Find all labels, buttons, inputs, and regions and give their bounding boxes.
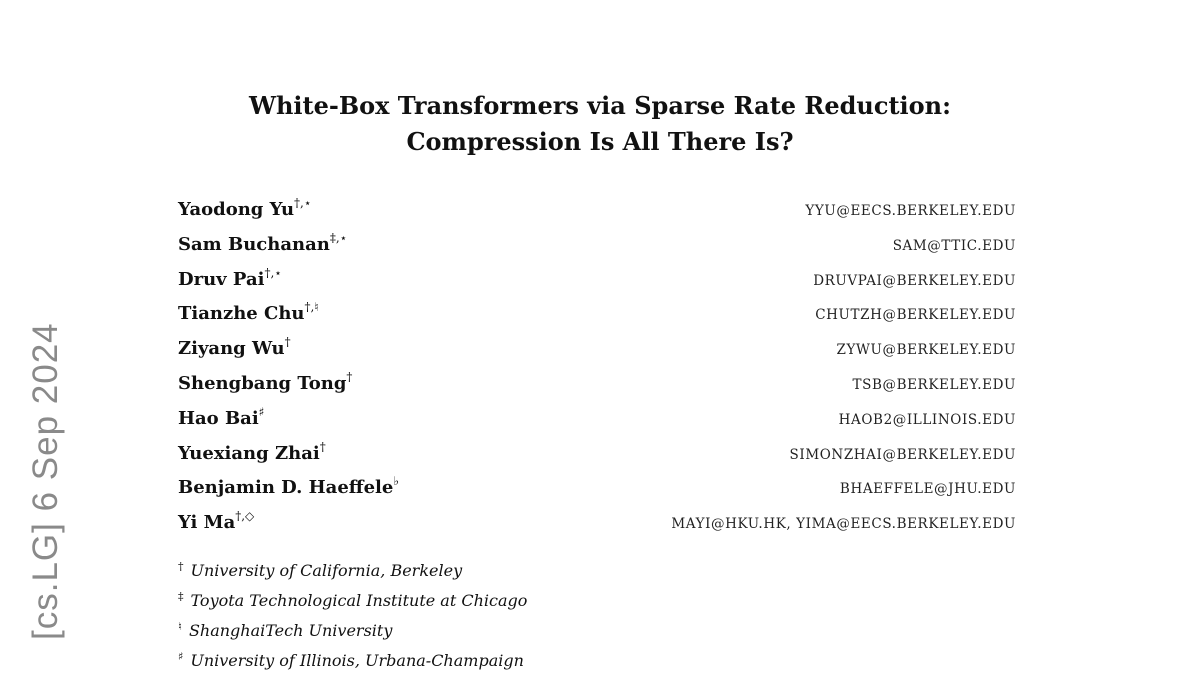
- title-line-1: White-Box Transformers via Sparse Rate Reduction:: [249, 91, 951, 120]
- affiliation-item: [178, 644, 527, 674]
- author-name: Hao Bai♯: [178, 404, 265, 429]
- affiliation-item: [178, 614, 527, 644]
- author-email[interactable]: HAOB2@ILLINOIS.EDU: [838, 411, 1016, 428]
- affiliation-marks: †: [346, 369, 353, 384]
- affiliation-list: [178, 554, 527, 674]
- author-name: Druv Pai†,⋆: [178, 265, 282, 290]
- affiliation-mark: ‡: [178, 590, 184, 603]
- author-email[interactable]: YYU@EECS.BERKELEY.EDU: [805, 203, 1016, 219]
- title-line-2: Compression Is All There Is?: [406, 127, 794, 156]
- author-row: [178, 402, 1016, 437]
- author-name: Shengbang Tong†: [178, 369, 353, 394]
- author-email[interactable]: DRUVPAI@BERKELEY.EDU: [813, 272, 1016, 289]
- affiliation-text: Toyota Technological Institute at Chicago: [190, 591, 528, 610]
- author-row: [178, 367, 1016, 402]
- affiliation-mark: †: [178, 560, 184, 573]
- affiliation-item: [178, 584, 527, 614]
- affiliation-marks: ♯: [258, 404, 265, 419]
- affiliation-marks: †: [284, 335, 291, 350]
- author-row: [178, 228, 1016, 263]
- author-email[interactable]: SAM@TTIC.EDU: [892, 237, 1016, 254]
- affiliation-marks: †,⋆: [294, 196, 312, 210]
- affiliation-marks: †,♮: [304, 300, 319, 315]
- affiliation-mark: ♯: [178, 650, 184, 663]
- affiliation-marks: ♭: [393, 474, 399, 489]
- author-row: [178, 297, 1016, 332]
- author-email[interactable]: ZYWU@BERKELEY.EDU: [836, 342, 1016, 359]
- affiliation-marks: †,⋆: [264, 265, 282, 280]
- author-email[interactable]: BHAEFFELE@JHU.EDU: [839, 481, 1016, 498]
- affiliation-marks: ‡,⋆: [329, 230, 348, 245]
- author-name: Benjamin D. Haeffele♭: [178, 474, 399, 499]
- affiliation-text: ShanghaiTech University: [188, 621, 393, 640]
- affiliation-mark: ♮: [178, 620, 182, 633]
- author-row: [178, 193, 1016, 228]
- author-name: Ziyang Wu†: [178, 335, 291, 360]
- author-row: [178, 263, 1016, 298]
- author-name: Yaodong Yu†,⋆: [178, 196, 312, 220]
- author-email[interactable]: CHUTZH@BERKELEY.EDU: [815, 307, 1016, 324]
- author-list: [178, 193, 1016, 541]
- affiliation-text: University of Illinois, Urbana-Champaign: [190, 651, 524, 670]
- affiliation-item: [178, 554, 527, 584]
- affiliation-text: University of California, Berkeley: [190, 561, 463, 580]
- author-email[interactable]: TSB@BERKELEY.EDU: [852, 376, 1016, 393]
- author-row: [178, 471, 1016, 506]
- author-email[interactable]: MAYI@HKU.HK, YIMA@EECS.BERKELEY.EDU: [671, 516, 1016, 533]
- affiliation-marks: †: [319, 439, 326, 454]
- author-name: Tianzhe Chu†,♮: [178, 300, 319, 325]
- author-row: [178, 437, 1016, 472]
- author-name: Yuexiang Zhai†: [178, 439, 326, 464]
- arxiv-identifier-stamp: [cs.LG] 6 Sep 2024: [26, 322, 65, 640]
- author-name: Yi Ma†,◇: [178, 509, 255, 534]
- author-row: [178, 332, 1016, 367]
- affiliation-marks: †,◇: [235, 509, 255, 524]
- paper-title: [0, 88, 1200, 160]
- author-email[interactable]: SIMONZHAI@BERKELEY.EDU: [789, 446, 1016, 463]
- author-row: [178, 506, 1016, 541]
- author-name: Sam Buchanan‡,⋆: [178, 230, 348, 255]
